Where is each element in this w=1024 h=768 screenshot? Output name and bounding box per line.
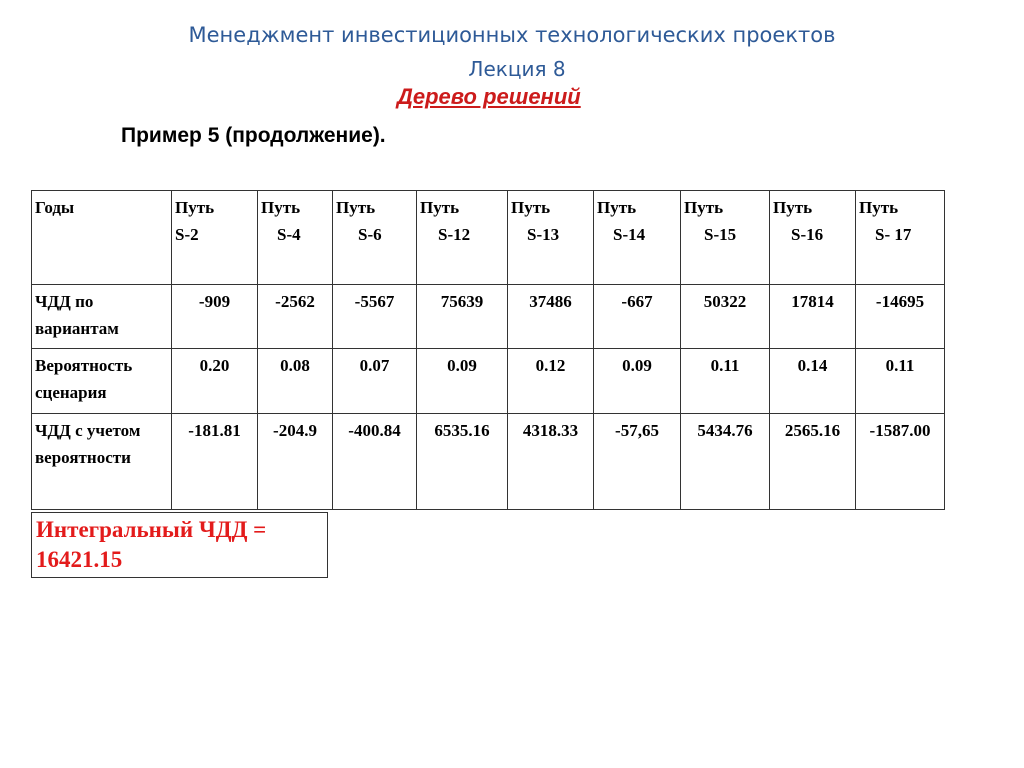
path-id: S-4 [277,225,301,244]
table-cell: 50322 [681,285,770,349]
integral-npv-label: Интегральный ЧДД = [36,517,267,542]
table-cell: -400.84 [333,414,417,510]
table-cell: -204.9 [258,414,333,510]
table-cell: 0.11 [856,349,945,414]
header-cell-path [681,191,770,285]
path-word: Путь [511,198,551,217]
path-word: Путь [261,198,301,217]
table-cell: 0.14 [770,349,856,414]
table-cell: 37486 [508,285,594,349]
table-cell: -14695 [856,285,945,349]
npv-table [31,190,945,510]
table-row [32,414,945,510]
path-word: Путь [859,198,899,217]
example-heading: Пример 5 (продолжение). [121,124,386,147]
table-cell: 0.20 [172,349,258,414]
path-word: Путь [175,198,215,217]
row-label: Вероятность сценария [32,349,172,414]
table-cell: 4318.33 [508,414,594,510]
path-id: S-14 [613,225,646,244]
header-cell-path [856,191,945,285]
table-cell: 17814 [770,285,856,349]
table-cell: 0.07 [333,349,417,414]
header-cell-path [172,191,258,285]
lecture-number: Лекция 8 [468,57,566,81]
header-cell-path [770,191,856,285]
presentation-title: Менеджмент инвестиционных технологических проектов [188,23,836,47]
integral-npv-value: 16421.15 [36,547,123,572]
header-cell-path [594,191,681,285]
header-cell-path [508,191,594,285]
row-label: ЧДД с учетом вероятности [32,414,172,510]
table-cell: 0.09 [417,349,508,414]
table-cell: -1587.00 [856,414,945,510]
path-word: Путь [420,198,460,217]
path-word: Путь [684,198,724,217]
table-cell: -2562 [258,285,333,349]
path-id: S-16 [791,225,824,244]
table-cell: 2565.16 [770,414,856,510]
topic-heading: Дерево решений [397,84,581,109]
path-id: S-2 [175,225,199,244]
header-cell-path [258,191,333,285]
path-id: S-13 [527,225,560,244]
row-label: ЧДД по вариантам [32,285,172,349]
table-cell: 0.12 [508,349,594,414]
table-cell: -5567 [333,285,417,349]
table-cell: 6535.16 [417,414,508,510]
path-id: S- 17 [875,225,912,244]
table-cell: 75639 [417,285,508,349]
table-cell: -667 [594,285,681,349]
integral-npv-box [31,512,328,578]
header-cell-years: Годы [32,191,172,285]
path-word: Путь [773,198,813,217]
path-word: Путь [597,198,637,217]
table-cell: -181.81 [172,414,258,510]
header-cell-path [333,191,417,285]
table-cell: 0.11 [681,349,770,414]
header-cell-path [417,191,508,285]
path-id: S-12 [438,225,471,244]
table-row [32,285,945,349]
table-row [32,349,945,414]
table-header-row [32,191,945,285]
table-cell: 5434.76 [681,414,770,510]
table-cell: -909 [172,285,258,349]
table-cell: 0.09 [594,349,681,414]
table-cell: -57,65 [594,414,681,510]
path-word: Путь [336,198,376,217]
path-id: S-15 [704,225,737,244]
table-cell: 0.08 [258,349,333,414]
path-id: S-6 [358,225,382,244]
